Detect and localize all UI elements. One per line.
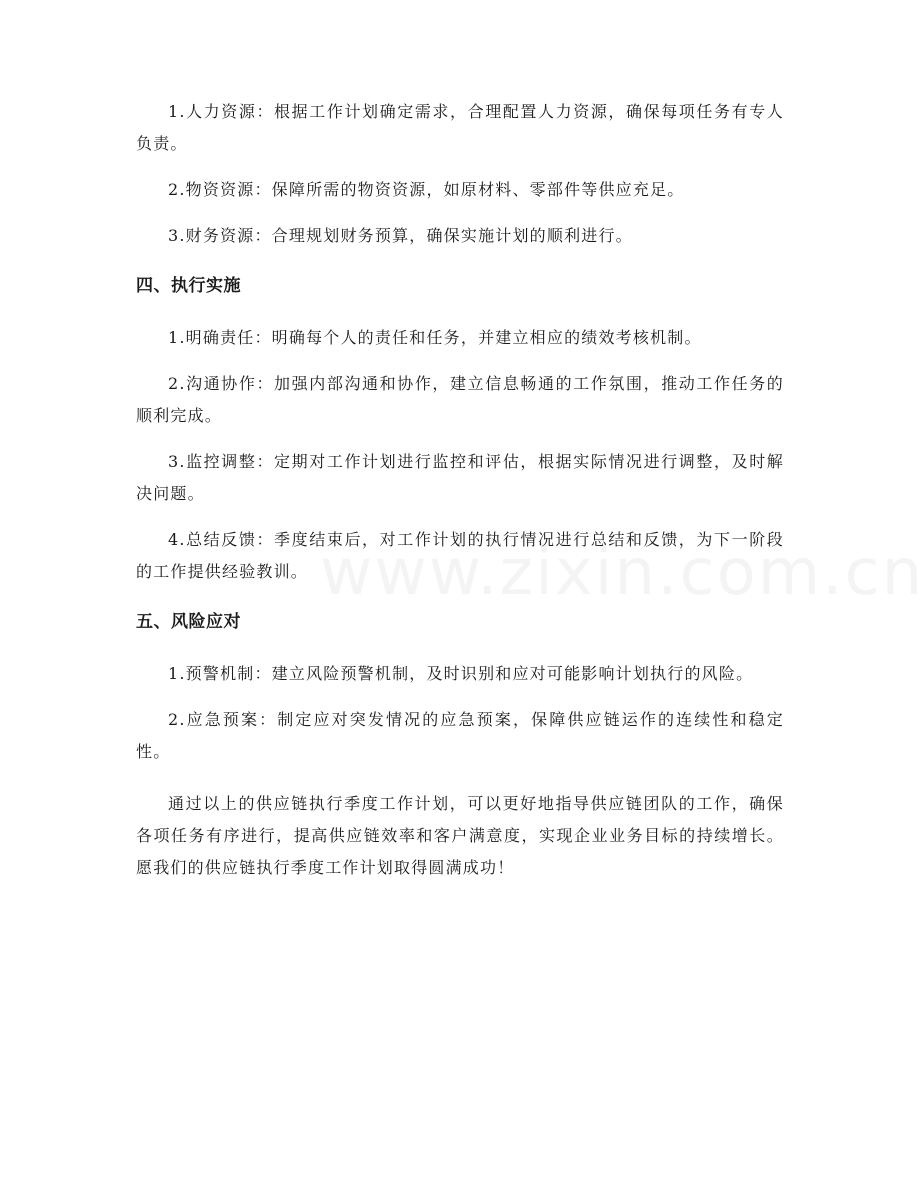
risk-item-warning: 1.预警机制：建立风险预警机制，及时识别和应对可能影响计划执行的风险。: [168, 664, 754, 683]
risk-item-emergency: 2.应急预案：制定应对突发情况的应急预案，保障供应链运作的连续性和稳定性。: [136, 710, 784, 761]
document-page: [136, 96, 784, 898]
section-heading-risk: 五、风险应对: [136, 612, 241, 632]
execution-item-monitoring: 3.监控调整：定期对工作计划进行监控和评估，根据实际情况进行调整，及时解决问题。: [136, 452, 784, 503]
execution-item-summary: 4.总结反馈：季度结束后，对工作计划的执行情况进行总结和反馈，为下一阶段的工作提供经验教训。: [136, 530, 784, 581]
closing-paragraph: 通过以上的供应链执行季度工作计划，可以更好地指导供应链团队的工作，确保各项任务有序进行，提高供应链效率和客户满意度，实现企业业务目标的持续增长。愿我们的供应链执行季度工作计划取得圆满成功！: [136, 794, 784, 877]
resource-item-material: 2.物资资源：保障所需的物资资源，如原材料、零部件等供应充足。: [168, 180, 685, 199]
resource-item-human: 1.人力资源：根据工作计划确定需求，合理配置人力资源，确保每项任务有专人负责。: [136, 102, 784, 153]
execution-item-responsibility: 1.明确责任：明确每个人的责任和任务，并建立相应的绩效考核机制。: [168, 328, 702, 347]
execution-item-communication: 2.沟通协作：加强内部沟通和协作，建立信息畅通的工作氛围，推动工作任务的顺利完成。: [136, 374, 784, 425]
resource-item-finance: 3.财务资源：合理规划财务预算，确保实施计划的顺利进行。: [168, 226, 633, 245]
section-heading-execution: 四、执行实施: [136, 276, 241, 296]
